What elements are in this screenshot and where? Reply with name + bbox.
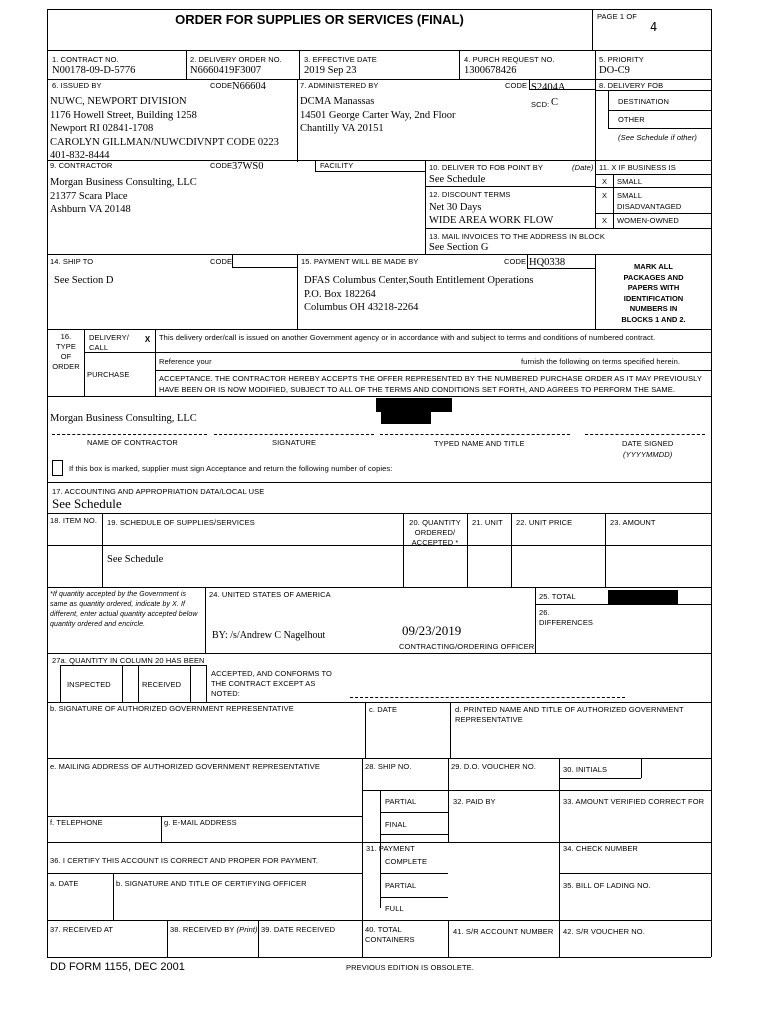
unit-label: 21. UNIT <box>472 518 503 527</box>
received-at-label: 37. RECEIVED AT <box>50 925 114 934</box>
full-label: FULL <box>385 904 404 913</box>
admin-code: S2404A <box>531 82 566 93</box>
payment-code-label: CODE <box>504 257 527 266</box>
small-disadv-mark: X <box>602 191 608 200</box>
date-signed-label: DATE SIGNED <box>622 439 674 448</box>
effective-date: 2019 Sep 23 <box>304 65 357 76</box>
delivery-call-checkbox[interactable] <box>142 335 153 346</box>
redacted-signature-2 <box>381 412 431 424</box>
officer-signature: BY: /s/Andrew C Nagelhout <box>212 630 326 641</box>
priority-value: DO-C9 <box>599 65 630 76</box>
accounting-label: 17. ACCOUNTING AND APPROPRIATION DATA/LOCAL USE <box>52 487 265 496</box>
contractor-code: 37WS0 <box>232 161 264 172</box>
printed-name-label: d. PRINTED NAME AND TITLE OF AUTHORIZED GOVERNMENT REPRESENTATIVE <box>455 705 684 724</box>
total-label: 25. TOTAL <box>539 592 576 601</box>
administered-address: DCMA Manassas 14501 George Carter Way, 2nd Floor Chantilly VA 20151 <box>300 96 456 134</box>
delivery-fob-label: 8. DELIVERY FOB <box>599 81 664 90</box>
payment-address: DFAS Columbus Center,South Entitlement Operations P.O. Box 182264 Columbus OH 43218-2264 <box>304 275 534 313</box>
item-no-label: 18. ITEM NO. <box>50 516 98 525</box>
a-date-label: a. DATE <box>50 879 79 888</box>
fob-note: (See Schedule if other) <box>618 133 698 142</box>
gov-rep-signature-label: b. SIGNATURE OF AUTHORIZED GOVERNMENT REPRESENTATIVE <box>50 704 294 713</box>
scd-label: SCD: <box>531 100 550 109</box>
administered-label: 7. ADMINISTERED BY <box>300 81 379 90</box>
admin-code-label: CODE <box>505 81 528 90</box>
mail-invoices-value: See Section G <box>429 242 489 253</box>
delivery-call-mark: X <box>144 335 151 344</box>
delivery-call-label: DELIVERY/ CALL <box>89 333 129 352</box>
schedule-label: 19. SCHEDULE OF SUPPLIES/SERVICES <box>107 518 255 527</box>
mark-all-packages: MARK ALL PACKAGES AND PAPERS WITH IDENTIFICATION NUMBERS IN BLOCKS 1 AND 2. <box>621 262 686 324</box>
certifying-officer-label: b. SIGNATURE AND TITLE OF CERTIFYING OFFICER <box>116 879 307 888</box>
issued-by-address: NUWC, NEWPORT DIVISION 1176 Howell Street, Building 1258 Newport RI 02841-1708 CAROLYN GILLMAN/NUWCDIVNPT CODE 0223 401-832-8444 <box>50 96 279 161</box>
deliver-to-label: 10. DELIVER TO FOB POINT BY <box>429 163 543 172</box>
schedule-value: See Schedule <box>107 554 164 565</box>
amount-label: 23. AMOUNT <box>610 518 656 527</box>
officer-label: CONTRACTING/ORDERING OFFICER <box>399 642 535 651</box>
mailing-address-label: e. MAILING ADDRESS OF AUTHORIZED GOVERNMENT REPRESENTATIVE <box>50 762 321 771</box>
scd-value: C <box>551 97 559 108</box>
inspected-label: INSPECTED <box>67 680 111 689</box>
page-total: 4 <box>650 20 658 34</box>
contractor-code-label: CODE <box>210 161 233 170</box>
contractor-name: Morgan Business Consulting, LLC <box>50 413 197 424</box>
payment-code: HQ0338 <box>529 257 566 268</box>
differences-label: 26. DIFFERENCES <box>539 608 594 627</box>
issued-by-label: 6. ISSUED BY <box>52 81 102 90</box>
telephone-label: f. TELEPHONE <box>50 818 103 827</box>
facility-label: FACILITY <box>320 161 354 170</box>
signature-label: SIGNATURE <box>272 438 317 447</box>
footer-obsolete-note: PREVIOUS EDITION IS OBSOLETE. <box>346 963 474 972</box>
women-owned-mark: X <box>602 216 608 225</box>
contractor-address: Morgan Business Consulting, LLC 21377 Scara Place Ashburn VA 20148 <box>50 177 197 215</box>
amount-verified-label: 33. AMOUNT VERIFIED CORRECT FOR <box>563 797 705 806</box>
ship-code-label: CODE <box>210 257 233 266</box>
complete-label: COMPLETE <box>385 857 428 866</box>
women-owned-label: WOMEN-OWNED <box>617 216 679 225</box>
unit-price-label: 22. UNIT PRICE <box>516 518 573 527</box>
redacted-signature <box>376 398 452 412</box>
received-by-label <box>170 925 258 934</box>
date-received-label: 39. DATE RECEIVED <box>261 925 336 934</box>
redacted-total <box>608 590 678 604</box>
accepted-conforms-text: ACCEPTED, AND CONFORMS TO THE CONTRACT EXCEPT AS NOTED: <box>211 669 332 698</box>
discount-terms-2: WIDE AREA WORK FLOW <box>429 215 554 226</box>
acceptance-text: ACCEPTANCE. THE CONTRACTOR HEREBY ACCEPTS THE OFFER REPRESENTED BY THE NUMBERED PURCHASE ORDER AS IT MAY PREVIOUSLY HAVE BEEN OR IS NOW MODIFIED, SUBJECT TO ALL OF THE TERMS AND CONDITIONS SET FORTH, AND AGREES TO PERFORM THE SAME. <box>159 374 702 394</box>
bill-of-lading-label: 35. BILL OF LADING NO. <box>563 881 651 890</box>
deliver-to-value: See Schedule <box>429 174 486 185</box>
effective-date-label: 3. EFFECTIVE DATE <box>304 55 377 64</box>
discount-terms-label: 12. DISCOUNT TERMS <box>429 190 511 199</box>
payment-31-label: 31. PAYMENT <box>366 844 415 853</box>
reference-text: Reference your <box>159 357 212 366</box>
ship-to-label: 14. SHIP TO <box>50 257 94 266</box>
certify-label: 36. I CERTIFY THIS ACCOUNT IS CORRECT AND PROPER FOR PAYMENT. <box>50 856 319 865</box>
partial2-label: PARTIAL <box>385 881 417 890</box>
print-note: (Print) <box>236 925 258 934</box>
small-mark: X <box>602 177 608 186</box>
deliver-date-label: (Date) <box>572 163 594 172</box>
name-of-contractor-label: NAME OF CONTRACTOR <box>87 438 178 447</box>
form-title: ORDER FOR SUPPLIES OR SERVICES (FINAL) <box>175 12 464 27</box>
accounting-value: See Schedule <box>52 496 122 511</box>
final-label: FINAL <box>385 820 407 829</box>
fob-other: OTHER <box>618 115 645 124</box>
received-label: RECEIVED <box>142 680 182 689</box>
c-date-label: c. DATE <box>369 705 398 714</box>
do-voucher-label: 29. D.O. VOUCHER NO. <box>451 762 536 771</box>
contractor-label: 9. CONTRACTOR <box>50 161 113 170</box>
purch-request-no: 1300678426 <box>464 65 517 76</box>
date-format-label: (YYYYMMDD) <box>623 450 673 459</box>
qty-column-label: 27a. QUANTITY IN COLUMN 20 HAS BEEN <box>52 656 205 665</box>
usa-label: 24. UNITED STATES OF AMERICA <box>209 590 331 599</box>
purch-request-label: 4. PURCH REQUEST NO. <box>464 55 555 64</box>
payment-label: 15. PAYMENT WILL BE MADE BY <box>301 257 419 266</box>
footer-form-number: DD FORM 1155, DEC 2001 <box>50 961 185 973</box>
issued-code-label: CODE <box>210 81 233 90</box>
email-label: g. E-MAIL ADDRESS <box>164 818 237 827</box>
ship-to-value: See Section D <box>54 275 114 286</box>
mail-invoices-label: 13. MAIL INVOICES TO THE ADDRESS IN BLOCK <box>429 232 605 241</box>
paid-by-label: 32. PAID BY <box>453 797 496 806</box>
partial-label: PARTIAL <box>385 797 417 806</box>
delivery-order-no: N6660419F3007 <box>190 65 262 76</box>
quantity-footnote: *If quantity accepted by the Government is same as quantity ordered, indicate by X. If different, enter actual quantity accepted below quantity ordered and encircle. <box>50 591 198 628</box>
delivery-order-text: This delivery order/call is issued on another Government agency or in accordance with and subject to terms and conditions of numbered contract. <box>159 333 656 342</box>
priority-label: 5. PRIORITY <box>599 55 644 64</box>
sr-voucher-label: 42. S/R VOUCHER NO. <box>563 927 645 936</box>
contract-no: N00178-09-D-5776 <box>52 65 136 76</box>
small-label: SMALL <box>617 177 643 186</box>
page-label: PAGE 1 OF <box>597 12 637 21</box>
business-type-label: 11. X IF BUSINESS IS <box>599 163 676 172</box>
copies-text: If this box is marked, supplier must sign Acceptance and return the following number of copies: <box>69 464 393 473</box>
initials-label: 30. INITIALS <box>563 765 608 774</box>
furnish-text: furnish the following on terms specified herein. <box>521 357 681 366</box>
delivery-order-label: 2. DELIVERY ORDER NO. <box>190 55 282 64</box>
received-by-text: 38. RECEIVED BY <box>170 925 235 934</box>
check-number-label: 34. CHECK NUMBER <box>563 844 638 853</box>
typed-name-label: TYPED NAME AND TITLE <box>434 439 525 448</box>
order-type-label: 16. TYPE OF ORDER <box>52 332 80 371</box>
discount-terms-1: Net 30 Days <box>429 202 482 213</box>
total-containers-label: 40. TOTAL CONTAINERS <box>365 925 415 944</box>
small-disadv-label: SMALL DISADVANTAGED <box>617 191 682 211</box>
issued-code: N66604 <box>232 81 266 92</box>
officer-signed-date: 09/23/2019 <box>402 623 462 638</box>
fob-destination: DESTINATION <box>618 97 669 106</box>
copies-checkbox[interactable] <box>52 460 63 476</box>
ship-no-label: 28. SHIP NO. <box>365 762 412 771</box>
sr-account-label: 41. S/R ACCOUNT NUMBER <box>453 927 554 936</box>
contract-no-label: 1. CONTRACT NO. <box>52 55 119 64</box>
quantity-label: 20. QUANTITY ORDERED/ ACCEPTED * <box>409 518 461 547</box>
purchase-label: PURCHASE <box>87 370 130 379</box>
